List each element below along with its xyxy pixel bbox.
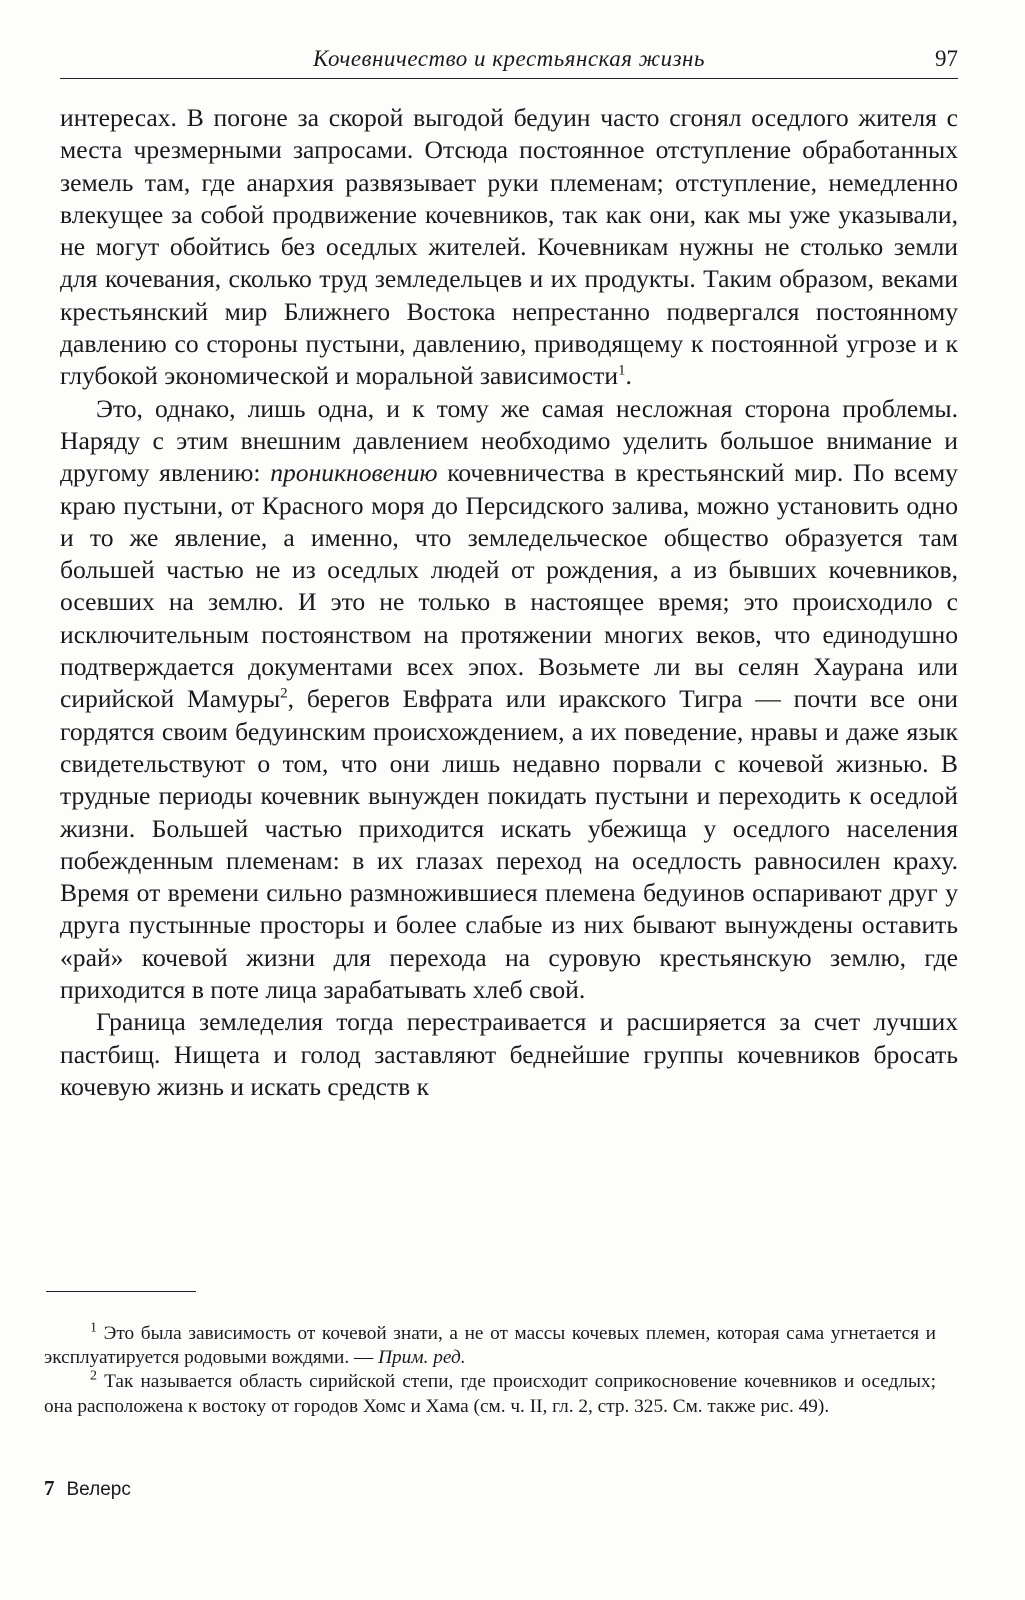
footnote-ref-2: 2 bbox=[280, 685, 288, 702]
paragraph-2-emphasis: проникновению bbox=[270, 458, 438, 488]
main-text bbox=[60, 102, 958, 1103]
footnote-separator bbox=[46, 1291, 196, 1292]
signature-author: Велерс bbox=[66, 1479, 131, 1500]
footnote-2-mark: 2 bbox=[90, 1368, 97, 1384]
page-header bbox=[60, 44, 958, 79]
footnote-1-attribution: Прим. ред. bbox=[378, 1347, 466, 1369]
sheet-number: 7 bbox=[44, 1476, 55, 1500]
printer-signature bbox=[44, 1476, 131, 1501]
paragraph-2-middle: кочевничества в крестьянский мир. По всему краю пустыни, от Красного моря до Персидского залива, можно установить одно и то же явление, а именно, что земледельческое общество образуется там большей частью не из оседлых людей от рождения, а из бывших кочевников, осевших на землю. И это не только в настоящее время; это происходило с исключительным постоянством на протяжении многих веков, что единодушно подтверждается документами всех эпох. Возьмете ли вы селян Хаурана или сирийской Мамуры bbox=[60, 458, 958, 714]
footnote-ref-1: 1 bbox=[618, 362, 626, 379]
page-number: 97 bbox=[935, 46, 958, 71]
footnote-1 bbox=[44, 1322, 936, 1370]
footnotes bbox=[44, 1322, 936, 1419]
footnote-2 bbox=[44, 1370, 936, 1418]
footnote-2-text: Так называется область сирийской степи, где происходит соприкосновение кочевников и оседлых; она расположена к востоку от городов Хомс и Хама (см. ч. II, гл. 2, стр. 325. См. также рис. 49). bbox=[44, 1371, 936, 1417]
paragraph-2 bbox=[60, 393, 958, 1007]
paragraph-3 bbox=[60, 1006, 958, 1103]
paragraph-1 bbox=[60, 102, 958, 393]
paragraph-2-start: Это, однако, лишь одна, и к тому же самая несложная сторона проблемы. Наряду с этим внешним давлением необходимо уделить большое внимание и другому явлению: bbox=[60, 393, 958, 488]
running-title: Кочевничество и крестьянская жизнь bbox=[313, 46, 705, 71]
footnote-1-mark: 1 bbox=[90, 1320, 97, 1336]
paragraph-1-end: . bbox=[625, 361, 632, 391]
paragraph-3-text: Граница земледелия тогда перестраивается и расширяется за счет лучших пастбищ. Нищета и голод заставляют беднейшие группы кочевников бросать кочевую жизнь и искать средств к bbox=[60, 1007, 958, 1101]
paragraph-1-text: интересах. В погоне за скорой выгодой бедуин часто сгонял оседлого жителя с места чрезмерными запросами. Отсюда постоянное отступление обработанных земель там, где анархия развязывает руки племенам; отступление, немедленно влекущее за собой продвижение кочевников, так как они, как мы уже указывали, не могут обойтись без оседлых жителей. Кочевникам нужны не столько земли для кочевания, сколько труд земледельцев и их продукты. Таким образом, веками крестьянский мир Ближнего Востока непрестанно подвергался постоянному давлению со стороны пустыни, давлению, приводящему к постоянной угрозе и к глубокой экономической и моральной зависимости bbox=[60, 103, 958, 391]
paragraph-2-end: , берегов Евфрата или иракского Тигра — почти все они гордятся своим бедуинским происхождением, а их поведение, нравы и даже язык свидетельствуют о том, что они лишь недавно порвали с кочевой жизнью. В трудные периоды кочевник вынужден покидать пустыни и переходить к оседлой жизни. Большей частью приходится искать убежища у оседлого населения побежденным племенам: в их глазах переход на оседлость равносилен краху. Время от времени сильно размножившиеся племена бедуинов оспаривают друг у друга пустынные просторы и более слабые из них бывают вынуждены оставить «рай» кочевой жизни для перехода на суровую крестьянскую землю, где приходится в поте лица зарабатывать хлеб свой. bbox=[60, 684, 958, 1005]
footnote-1-text: Это была зависимость от кочевой знати, а не от массы кочевых племен, которая сама угнетается и эксплуатируется родовыми вождями. — bbox=[44, 1323, 936, 1369]
